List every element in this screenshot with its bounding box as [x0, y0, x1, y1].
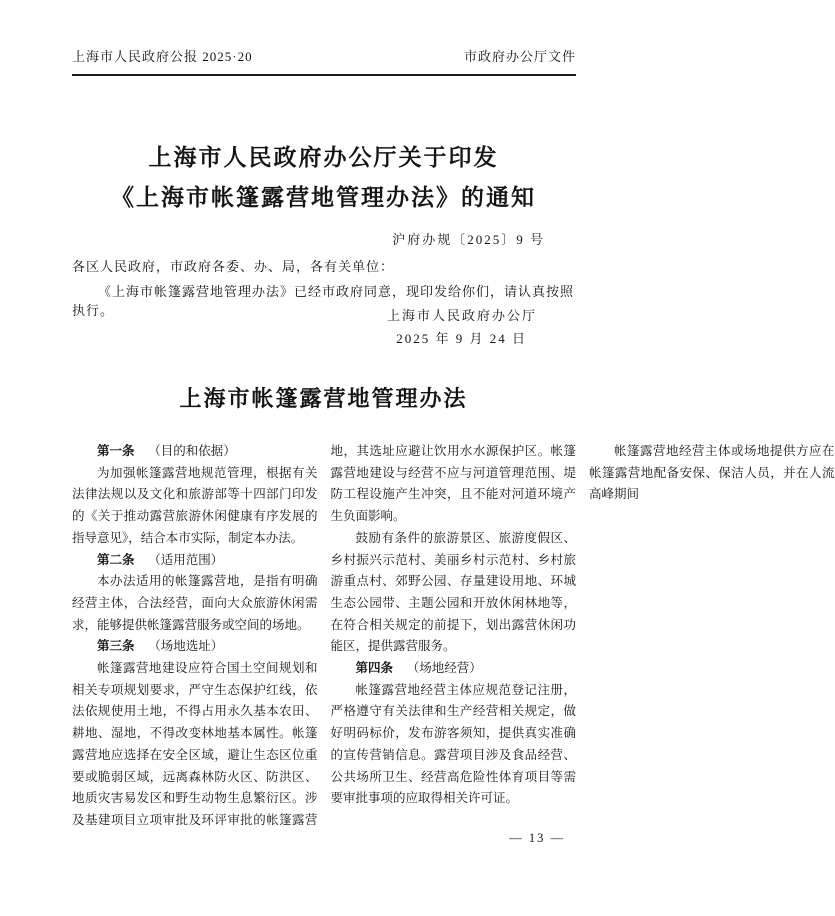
- page-number: — 13 —: [509, 831, 565, 845]
- notice-sign-date: 2025 年 9 月 24 日: [396, 331, 527, 346]
- article-4-heading: [331, 658, 577, 680]
- notice-body-paragraph: 《上海市帐篷露营地管理办法》已经市政府同意，现印发给你们，请认真按照执行。: [72, 284, 575, 318]
- article-2-number: 第二条: [97, 552, 135, 567]
- article-2-paragraph: 本办法适用的帐篷露营地，是指有明确经营主体，合法经营，面向大众旅游休闲需求，能够提供帐篷露营服务或空间的场地。: [72, 574, 318, 632]
- doc-category-label: 市政府办公厅文件: [463, 49, 576, 64]
- article-4-paragraph-1: 帐篷露营地经营主体应规范登记注册，严格遵守有关法律和生产经营相关规定，做好明码标价，发布游客须知，提供真实准确的宣传营销信息。露营项目涉及食品经营、公共场所卫生、经营高危险性体育项目等需要审批事项的应取得相关许可证。: [330, 682, 576, 806]
- article-2-heading: [72, 550, 318, 572]
- article-3-paragraph-1: 帐篷露营地建设应符合国土空间规划和相关专项规划要求，严守生态保护红线，依法依规使用土地，不得占用永久基本农田、耕地、湿地，不得改变林地基本属性。帐篷露营地应选择在安全区域，避让生态区位重要或脆弱区域，远离森林防火区、防洪区、地质灾害易发区和野生动物生息繁衍区。涉及基建项目立项审批及环评审批的帐篷露营地，其选址应避让饮用水水源保护区。帐篷露营地建设与经营不应与河道管理范围、堤防工程设施产生冲突，且不能对河道环境产生负面影响。: [72, 444, 576, 827]
- article-1-paragraph: 为加强帐篷露营地规范管理，根据有关法律法规以及文化和旅游部等十四部门印发的《关于推动露营旅游休闲健康有序发展的指导意见》，结合本市实际，制定本办法。: [72, 465, 318, 545]
- notice-salutation: 各区人民政府，市政府各委、办、局，各有关单位：: [72, 259, 395, 274]
- notice-title: [40, 138, 607, 218]
- article-3-number: 第三条: [97, 639, 135, 654]
- article-2-heading-text: （适用范围）: [148, 552, 224, 567]
- regulation-title: 上海市帐篷露营地管理办法: [179, 386, 468, 411]
- gazette-issue-label: 上海市人民政府公报 2025·20: [72, 49, 253, 64]
- article-3-paragraph-2: 鼓励有条件的旅游景区、旅游度假区、乡村振兴示范村、美丽乡村示范村、乡村旅游重点村、郊野公园、存量建设用地、环城生态公园带、主题公园和开放休闲林地等，在符合相关规定的前提下，划出露营休闲功能区，提供露营服务。: [330, 530, 576, 654]
- article-4-paragraph-2: 帐篷露营地经营主体或场地提供方应在帐篷露营地配备安保、保洁人员，并在人流高峰期间: [589, 444, 835, 502]
- page-header: [72, 46, 576, 76]
- article-3-heading: [72, 636, 318, 658]
- article-1-heading-text: （目的和依据）: [148, 444, 236, 458]
- article-1-heading: [72, 441, 318, 463]
- article-1-number: 第一条: [97, 444, 135, 458]
- article-3-heading-text: （场地选址）: [148, 639, 224, 654]
- regulation-body-columns: [72, 441, 835, 835]
- notice-signer: 上海市人民政府办公厅: [386, 308, 537, 323]
- article-4-heading-text: （场地经营）: [406, 661, 482, 676]
- notice-title-line2: 《上海市帐篷露营地管理办法》的通知: [111, 185, 536, 210]
- doc-number: 沪府办规〔2025〕9 号: [392, 232, 545, 247]
- article-4-number: 第四条: [355, 661, 394, 676]
- notice-title-line1: 上海市人民政府办公厅关于印发: [148, 145, 499, 170]
